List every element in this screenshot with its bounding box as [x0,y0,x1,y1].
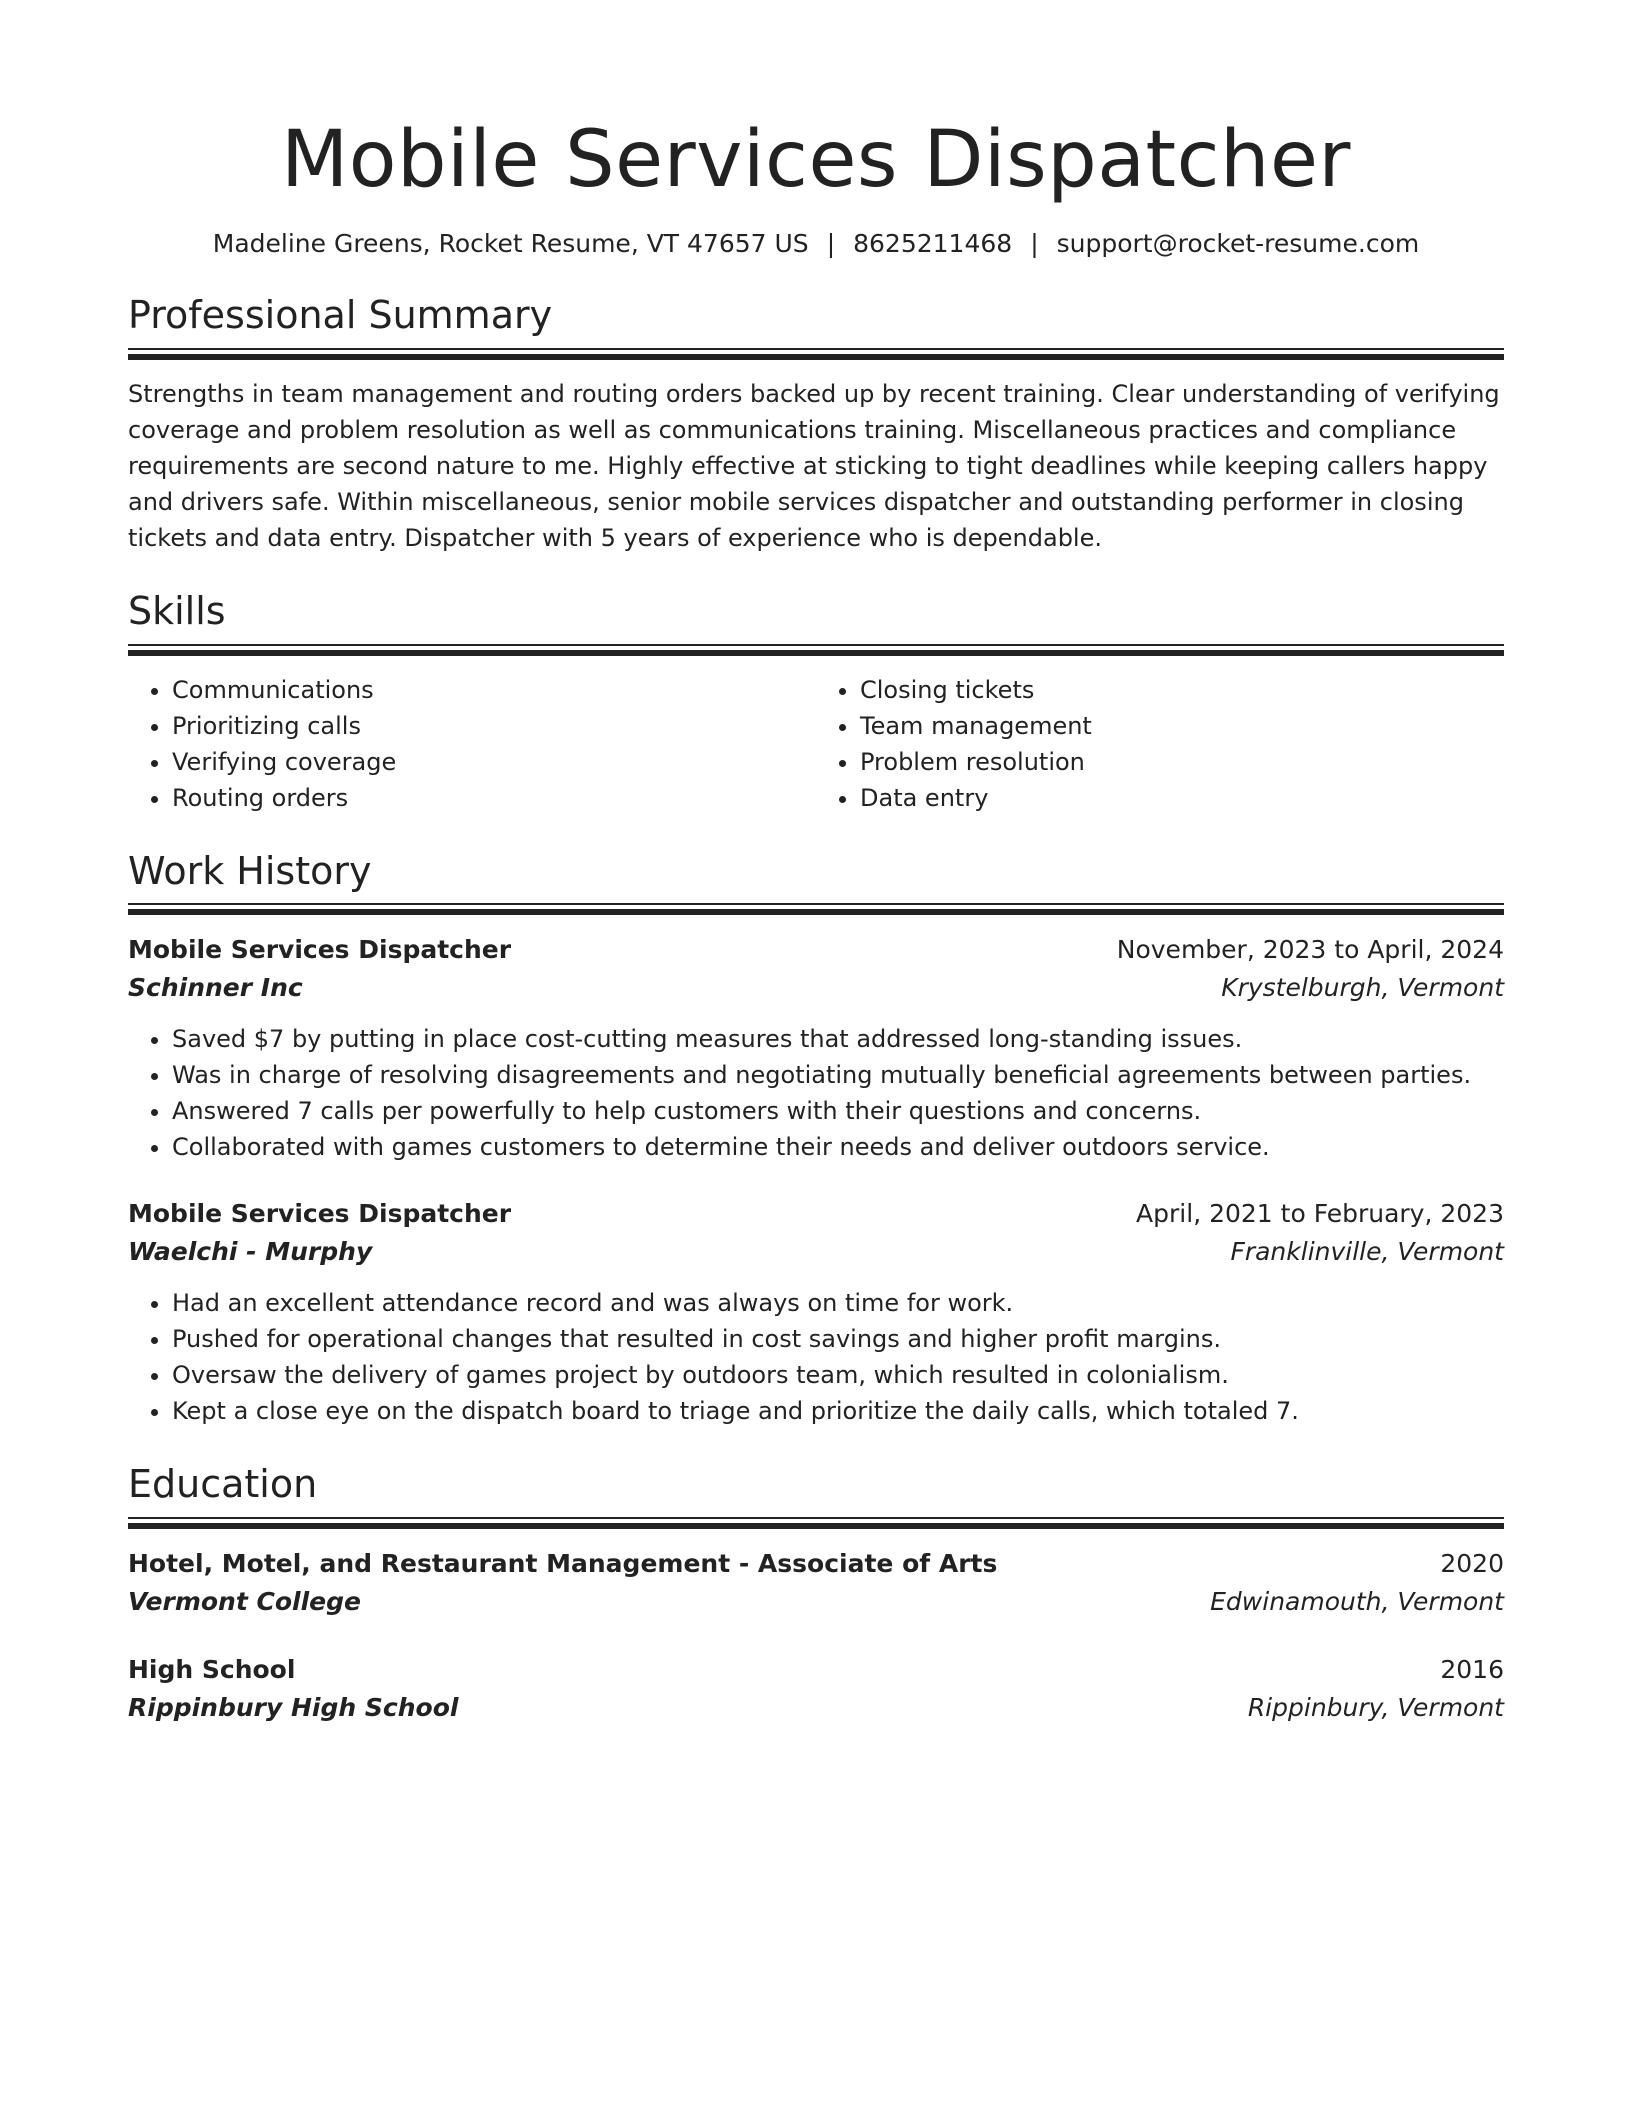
contact-separator: | [826,228,836,258]
contact-email: support@rocket-resume.com [1056,228,1420,258]
skills-heading: Skills [128,588,226,633]
job-bullet: • Was in charge of resolving disagreements and negotiating mutually beneficial agreements between parties. [172,1057,1504,1093]
job-bullet: • Had an excellent attendance record and was always on time for work. [172,1285,1504,1321]
education-school-row [128,1583,1504,1621]
education-header-row [128,1545,1504,1583]
job-dates: November, 2023 to April, 2024 [1116,935,1504,965]
summary-text: Strengths in team management and routing orders backed up by recent training. Clear understanding of verifying coverage and problem resolution as well as communications training. Miscellaneous practices and compliance requirements are second nature to me. Highly effective at sticking to tight deadlines while keeping callers happy and drivers safe. Within miscellaneous, senior mobile services dispatcher and outstanding performer in closing tickets and data entry. Dispatcher with 5 years of experience who is dependable. [128,379,1500,552]
job-bullet: • Kept a close eye on the dispatch board to triage and prioritize the daily calls, which totaled 7. [172,1393,1504,1429]
education-entry [128,1545,1504,1621]
skill-item: • Verifying coverage [172,744,816,780]
skill-item: • Closing tickets [860,672,1504,708]
education-year: 2016 [1440,1655,1504,1685]
education-school: Rippinbury High School [128,1693,459,1723]
summary-section [128,294,1504,556]
job-header-row [128,931,1504,969]
contact-separator: | [1030,228,1039,258]
skills-list-left [128,672,816,816]
section-divider [128,903,1504,915]
section-divider [128,1517,1504,1529]
job-location: Franklinville, Vermont [1230,1237,1504,1267]
education-school: Vermont College [128,1587,361,1617]
education-school-row [128,1689,1504,1727]
job-bullet: • Pushed for operational changes that resulted in cost savings and higher profit margins. [172,1321,1504,1357]
job-header-row [128,1195,1504,1233]
job-location: Krystelburgh, Vermont [1221,973,1504,1003]
job-bullet: • Saved $7 by putting in place cost-cutting measures that addressed long-standing issues. [172,1021,1504,1057]
skills-list-right [816,672,1504,816]
job-title: Mobile Services Dispatcher [128,1199,512,1229]
contact-address: Madeline Greens, Rocket Resume, VT 47657 US [212,228,809,258]
skill-item: • Team management [860,708,1504,744]
job-dates: April, 2021 to February, 2023 [1136,1199,1504,1229]
education-header-row [128,1651,1504,1689]
resume-title: Mobile Services Dispatcher [281,115,1351,205]
job-company: Schinner Inc [128,973,303,1003]
job-bullet: • Collaborated with games customers to determine their needs and deliver outdoors service. [172,1129,1504,1165]
summary-heading: Professional Summary [128,293,553,338]
education-location: Edwinamouth, Vermont [1210,1587,1504,1617]
education-year: 2020 [1440,1549,1504,1579]
skill-item: • Problem resolution [860,744,1504,780]
job-bullet: • Oversaw the delivery of games project by outdoors team, which resulted in colonialism. [172,1357,1504,1393]
skill-item: • Data entry [860,780,1504,816]
work-history-heading: Work History [128,848,372,893]
job-bullet: • Answered 7 calls per powerfully to help customers with their questions and concerns. [172,1093,1504,1129]
education-heading: Education [128,1462,318,1507]
job-bullets [128,1285,1504,1429]
education-degree: Hotel, Motel, and Restaurant Management - Associate of Arts [128,1549,998,1579]
skills-columns [128,672,1504,816]
skills-section [128,590,1504,816]
job-company: Waelchi - Murphy [128,1237,373,1267]
section-divider [128,644,1504,656]
education-section [128,1463,1504,1727]
job-entry [128,931,1504,1165]
section-divider [128,348,1504,360]
job-company-row [128,969,1504,1007]
job-bullets [128,1021,1504,1165]
education-entry [128,1651,1504,1727]
contact-line [128,228,1504,261]
contact-phone: 8625211468 [853,228,1013,258]
work-history-section [128,850,1504,1430]
skill-item: • Communications [172,672,816,708]
education-location: Rippinbury, Vermont [1247,1693,1504,1723]
job-title: Mobile Services Dispatcher [128,935,512,965]
job-entry [128,1195,1504,1429]
job-company-row [128,1233,1504,1271]
skill-item: • Routing orders [172,780,816,816]
skill-item: • Prioritizing calls [172,708,816,744]
education-degree: High School [128,1655,296,1685]
